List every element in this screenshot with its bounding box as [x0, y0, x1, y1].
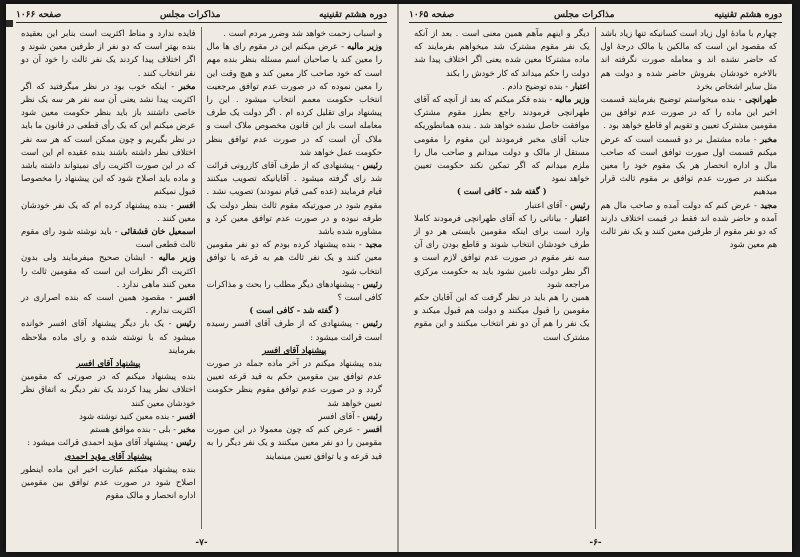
speech-text: - بنده فکر میکنم که بعد از آنچه که آقای طهرانچی فرمودند راجع بطرز مقوم مشترک موافقت حاصل نشده خواهد شد . بنده همانطوریکه جناب آقای مخبر فرمودند این مقوم را مقومی مستقل از مالک و دولت میدانم و صاحب مال را ملزم میدانم که اگر تمکین نکند حکومت تعیین خواهد نمود [414, 94, 590, 184]
speech-text: - پیشنهادی که از طرف آقای افسر رسیده است قرائت میشود : [206, 318, 382, 342]
speaker-paragraph [414, 212, 590, 291]
speaker-name: رئیس [362, 410, 382, 421]
speaker-paragraph [207, 317, 383, 343]
paragraph: فایده ندارد و مناط اکثریت است بنابر این بعقیده بنده بهتر است که دو نفر از طرفین معین شوند و اگر اختلاف پیدا کردند یک نفر ثالث را خود آن دو نفر انتخاب کنند . [21, 28, 196, 78]
speech-text: - ایشان صحیح میفرمایند ولی بدون اکثریت اگر نظرات این است که مقومین ثالث را معین کنند ماهی ندارد . [21, 252, 196, 289]
header-session: دوره هشتم تقنینیه [714, 10, 782, 20]
speaker-name: رئیس [176, 318, 196, 329]
header-session: دوره هشتم تقنینیه [319, 10, 387, 20]
speech-text: - بنده توضیح دادم . [502, 80, 571, 91]
speaker-name: وزیر مالیه [158, 252, 196, 263]
speaker-name: رئیس [176, 437, 196, 448]
speaker-name: افسر [177, 292, 196, 303]
center-note: ( گفته شد - کافی است ) [249, 305, 340, 316]
page-columns [409, 27, 782, 529]
speaker-paragraph [21, 291, 196, 317]
speech-text: - یک بار دیگر پیشنهاد آقای افسر خوانده میشود که با نوشته شده و رای ماده ملاحظه بفرمایند [21, 318, 196, 355]
speaker-paragraph [414, 93, 590, 185]
speaker-name: مخبر [760, 133, 777, 144]
speech-text: - بنده معین کنید نوشته شود [79, 410, 178, 421]
column [202, 27, 388, 529]
speaker-paragraph [414, 80, 590, 93]
paragraph: دیگر و اینهم مآهم همین معنی است . بعد از آنکه یک نفر مقوم مشترک شد میخواهم بفرمایند که ماده مشترکا معین شده یعنی اگر اختلاف پیدا شد دولت را حکم میداند که کار خودش را بکند [414, 28, 590, 78]
speaker-name: طهرانچی [745, 94, 777, 105]
paragraph: بنده پیشنهاد میکنم عبارت اخیر این ماده اینطور اصلاح شود در صورت عدم توافق بین مقومین اداره انحصار و مالک مقوم [21, 463, 196, 501]
speech-text: - بیاناتی را که آقای طهرانچی فرمودند کاملا وارد است برای اینکه مقومین بایستی هر دو از طرف خودشان انتخاب شوند و قاطع بودن رای آن سه نفر مقوم در صورت عدم توافق لازم است و اگر نظر دولت تامین نشود باید به حکومت مرکزی مراجعه شود [414, 212, 590, 289]
speaker-paragraph [207, 159, 383, 238]
page-right [399, 4, 792, 552]
header-page-label: صفحه ۱۰۶۶ [16, 10, 62, 20]
header-title: مذاکرات مجلس [553, 10, 615, 20]
speech-text: - بنده میخواستم توضیح بفرمایند قسمت اخیر این ماده را که در صورت عدم توافق بین مقومین مشترک تعیین و تقویم او قاطع خواهد بود . [600, 94, 777, 131]
speaker-paragraph [207, 410, 383, 423]
speaker-paragraph [21, 423, 196, 436]
speech-text: - پیشنهادی که از طرف آقای کازرونی قرائت شد رای گرفته میشود . آقایانیکه تصویب میکنند قیام فرمایند (عده کمی قیام نمودند) تصویب نشد . مقوم شود در صورتیکه مقوم ثالث بنظر دولت یک طرفه نبوده و در صورت عدم توافق معین کرد و مشاوره شده باشد [206, 160, 382, 237]
page-left [6, 4, 399, 552]
speaker-name: رئیس [362, 318, 382, 329]
header-page-label: صفحه ۱۰۶۵ [409, 10, 455, 20]
speaker-name: وزیر مالیه [347, 41, 383, 52]
speech-text: - آقای افسر [318, 410, 363, 421]
page-columns [16, 27, 387, 529]
column [409, 27, 596, 529]
page-number: -۷- [195, 538, 208, 548]
speaker-name: افسر [363, 424, 382, 435]
page-number: -۶- [589, 538, 602, 548]
paragraph: بنده پیشنهاد میکنم که در صورتی که مقومین اختلاف نظر پیدا کردند یک نفر دیگر به اتفاق نظر خودشان معین کنند [21, 371, 196, 408]
speech-text: - پیشنهاد آقای مؤید احمدی قرائت میشود : [27, 437, 177, 448]
speaker-name: افسر [177, 199, 196, 210]
speech-text: - باید نوشته شود رای مقوم ثالث قطعی است [21, 226, 196, 250]
speaker-paragraph [21, 199, 196, 225]
speaker-paragraph [207, 278, 383, 304]
page-header [409, 10, 782, 23]
speech-text: - اینکه خوب بود در نظر میگرفتید که اگر اکثریت پیدا نشد یعنی آن سه نفر هر سه یک نظر خاصی داشتند باز باید بنظر حکومت معین شود عرض میکنم این که یک رأی قطعی در قانون ما باید در نظر بگیریم و چون ممکن است که هر سه نفر اختلاف نظر داشته باشند بنده عقیده ام این است که در این صورت اکثریت رای نمیتواند داشته باشد و ماده باید اصلاح شود که این پیشنهاد را مخصوصا قبول نمیکنم [21, 80, 196, 197]
page-header [16, 10, 387, 23]
column [596, 27, 783, 529]
speaker-name: مخبر [178, 424, 196, 435]
speaker-name: اسمعیل خان قشقائی [120, 226, 196, 237]
speaker-paragraph [21, 225, 196, 251]
proposal-heading: پیشنهاد آقای افسر [76, 358, 141, 369]
speaker-name: افسر [177, 410, 196, 421]
speaker-name: مخبر [178, 80, 196, 91]
document-spread [6, 4, 792, 552]
speaker-paragraph [601, 93, 778, 133]
paragraph: بنده پیشنهاد میکنم در آخر ماده جمله در صورت عدم توافق بین مقومین حکم به قید قرعه تعیین گردد و در صورت عدم توافق مقوم بنظر حکومت تعیین خواهد شد [206, 358, 382, 408]
center-note: ( گفته شد - کافی است ) [456, 186, 547, 197]
speech-text: - عرض کنم که چون معمولا در این صورت مقومین را دو نفر معین میکنند و یک نفر دیگر را به قید قرعه و یا توافق تعیین مینمایند [206, 424, 382, 461]
paragraph: چهارم با مادهٔ اول زیاد است کسانیکه تنها زیاد باشد که مقصود این است که مالکین یا مالک درجهٔ اول که حاضر نشده اند و معامله صورت نگرفته اند بالاخره خودشان بفروش حاضر شده و دولت هم مثل سایر اشخاص بخرد [600, 28, 777, 91]
speaker-name: رئیس [362, 278, 382, 289]
speech-text: - عرض کنم که دولت آمده و صاحب مال هم آمده و حاضر شده اند فقط در قیمت اختلاف دارند که دو نفر مقوم از طرفین معین کنند و یک نفر ثالث هم معین شود [600, 199, 777, 250]
speaker-name: وزیر مالیه [555, 94, 590, 105]
speech-text: - بنده پیشنهاد کرده ام که یک نفر خودشان معین کنند . [21, 199, 196, 223]
speaker-name: مجید [365, 239, 382, 250]
speaker-paragraph [21, 410, 196, 423]
paragraph: همین را هم باید در نظر گرفت که این آقایان حکم مقومین را قبول میکنند و دولت هم قبول میکند و یک نفر را هم آن دو نفر انتخاب میکنند و این مقوم مشترک است [414, 292, 590, 342]
speaker-paragraph [21, 436, 196, 449]
speech-text: - پیشنهادهای دیگر مطلب را بحث و مذاکرات کافی است ؟ [206, 278, 382, 303]
speaker-paragraph [21, 251, 196, 291]
speaker-name: اعتبار [570, 212, 590, 223]
crop-mark [6, 20, 13, 27]
speech-text: - ماده مشتمل بر دو قسمت است که عرض میکنم قسمت اول صورت توافق است که صاحب مال و اداره انحصار هر یک مقوم خود را معین میکنند در صورت عدم توافق بر مقوم ثالث قرار میدهیم [600, 133, 777, 197]
proposal-heading: پیشنهاد آقای مؤید احمدی [64, 450, 152, 461]
speaker-name: رئیس [362, 160, 382, 171]
speech-text: - بلی - بنده موافق هستم [89, 424, 179, 435]
speaker-paragraph [414, 199, 590, 212]
speaker-name: مجید [760, 199, 777, 210]
speaker-name: اعتبار [570, 80, 590, 91]
speaker-paragraph [207, 40, 383, 159]
speaker-paragraph [207, 238, 383, 278]
header-title: مذاکرات مجلس [159, 10, 221, 20]
speaker-paragraph [21, 317, 196, 357]
speaker-name: رئیس [570, 199, 590, 210]
speaker-paragraph [207, 423, 383, 463]
speech-text: - بنده پیشنهاد کرده بودم که دو نفر مقومین معین کنند و یک نفر ثالث هم به قرعه یا توافق انتخاب شود [206, 239, 382, 276]
speaker-paragraph [601, 133, 778, 199]
paragraph: و اسباب زحمت خواهد شد وضرر مردم است . [223, 28, 382, 38]
speech-text: - عرض میکنم این در مقوم رای ها مال را معین کند یا صاحبان اسم مسئله بنظر بنده مهم است که خود صاحب کار معین کند و هیچ وقت این را معین نموده که در صورت عدم توافق مرجعیت انتخاب حکومت معمم انتخاب میشود . این را پیشنهاد برای تقلیل کرده ام . اگر دولت یک طرف معامله است باز این قانون مخصوص ملاک است و ملاک آن است که در صورت عدم توافق بنظر حکومت عمل خواهد شد [206, 41, 382, 157]
speech-text: - مقصود همین است که بنده اصراری در اکثریت ندارم . [21, 292, 196, 316]
proposal-heading: پیشنهاد آقای افسر [262, 344, 327, 355]
column [16, 27, 202, 529]
speaker-paragraph [601, 199, 778, 252]
speaker-paragraph [21, 80, 196, 199]
speech-text: - آقای اعتبار [525, 199, 571, 210]
